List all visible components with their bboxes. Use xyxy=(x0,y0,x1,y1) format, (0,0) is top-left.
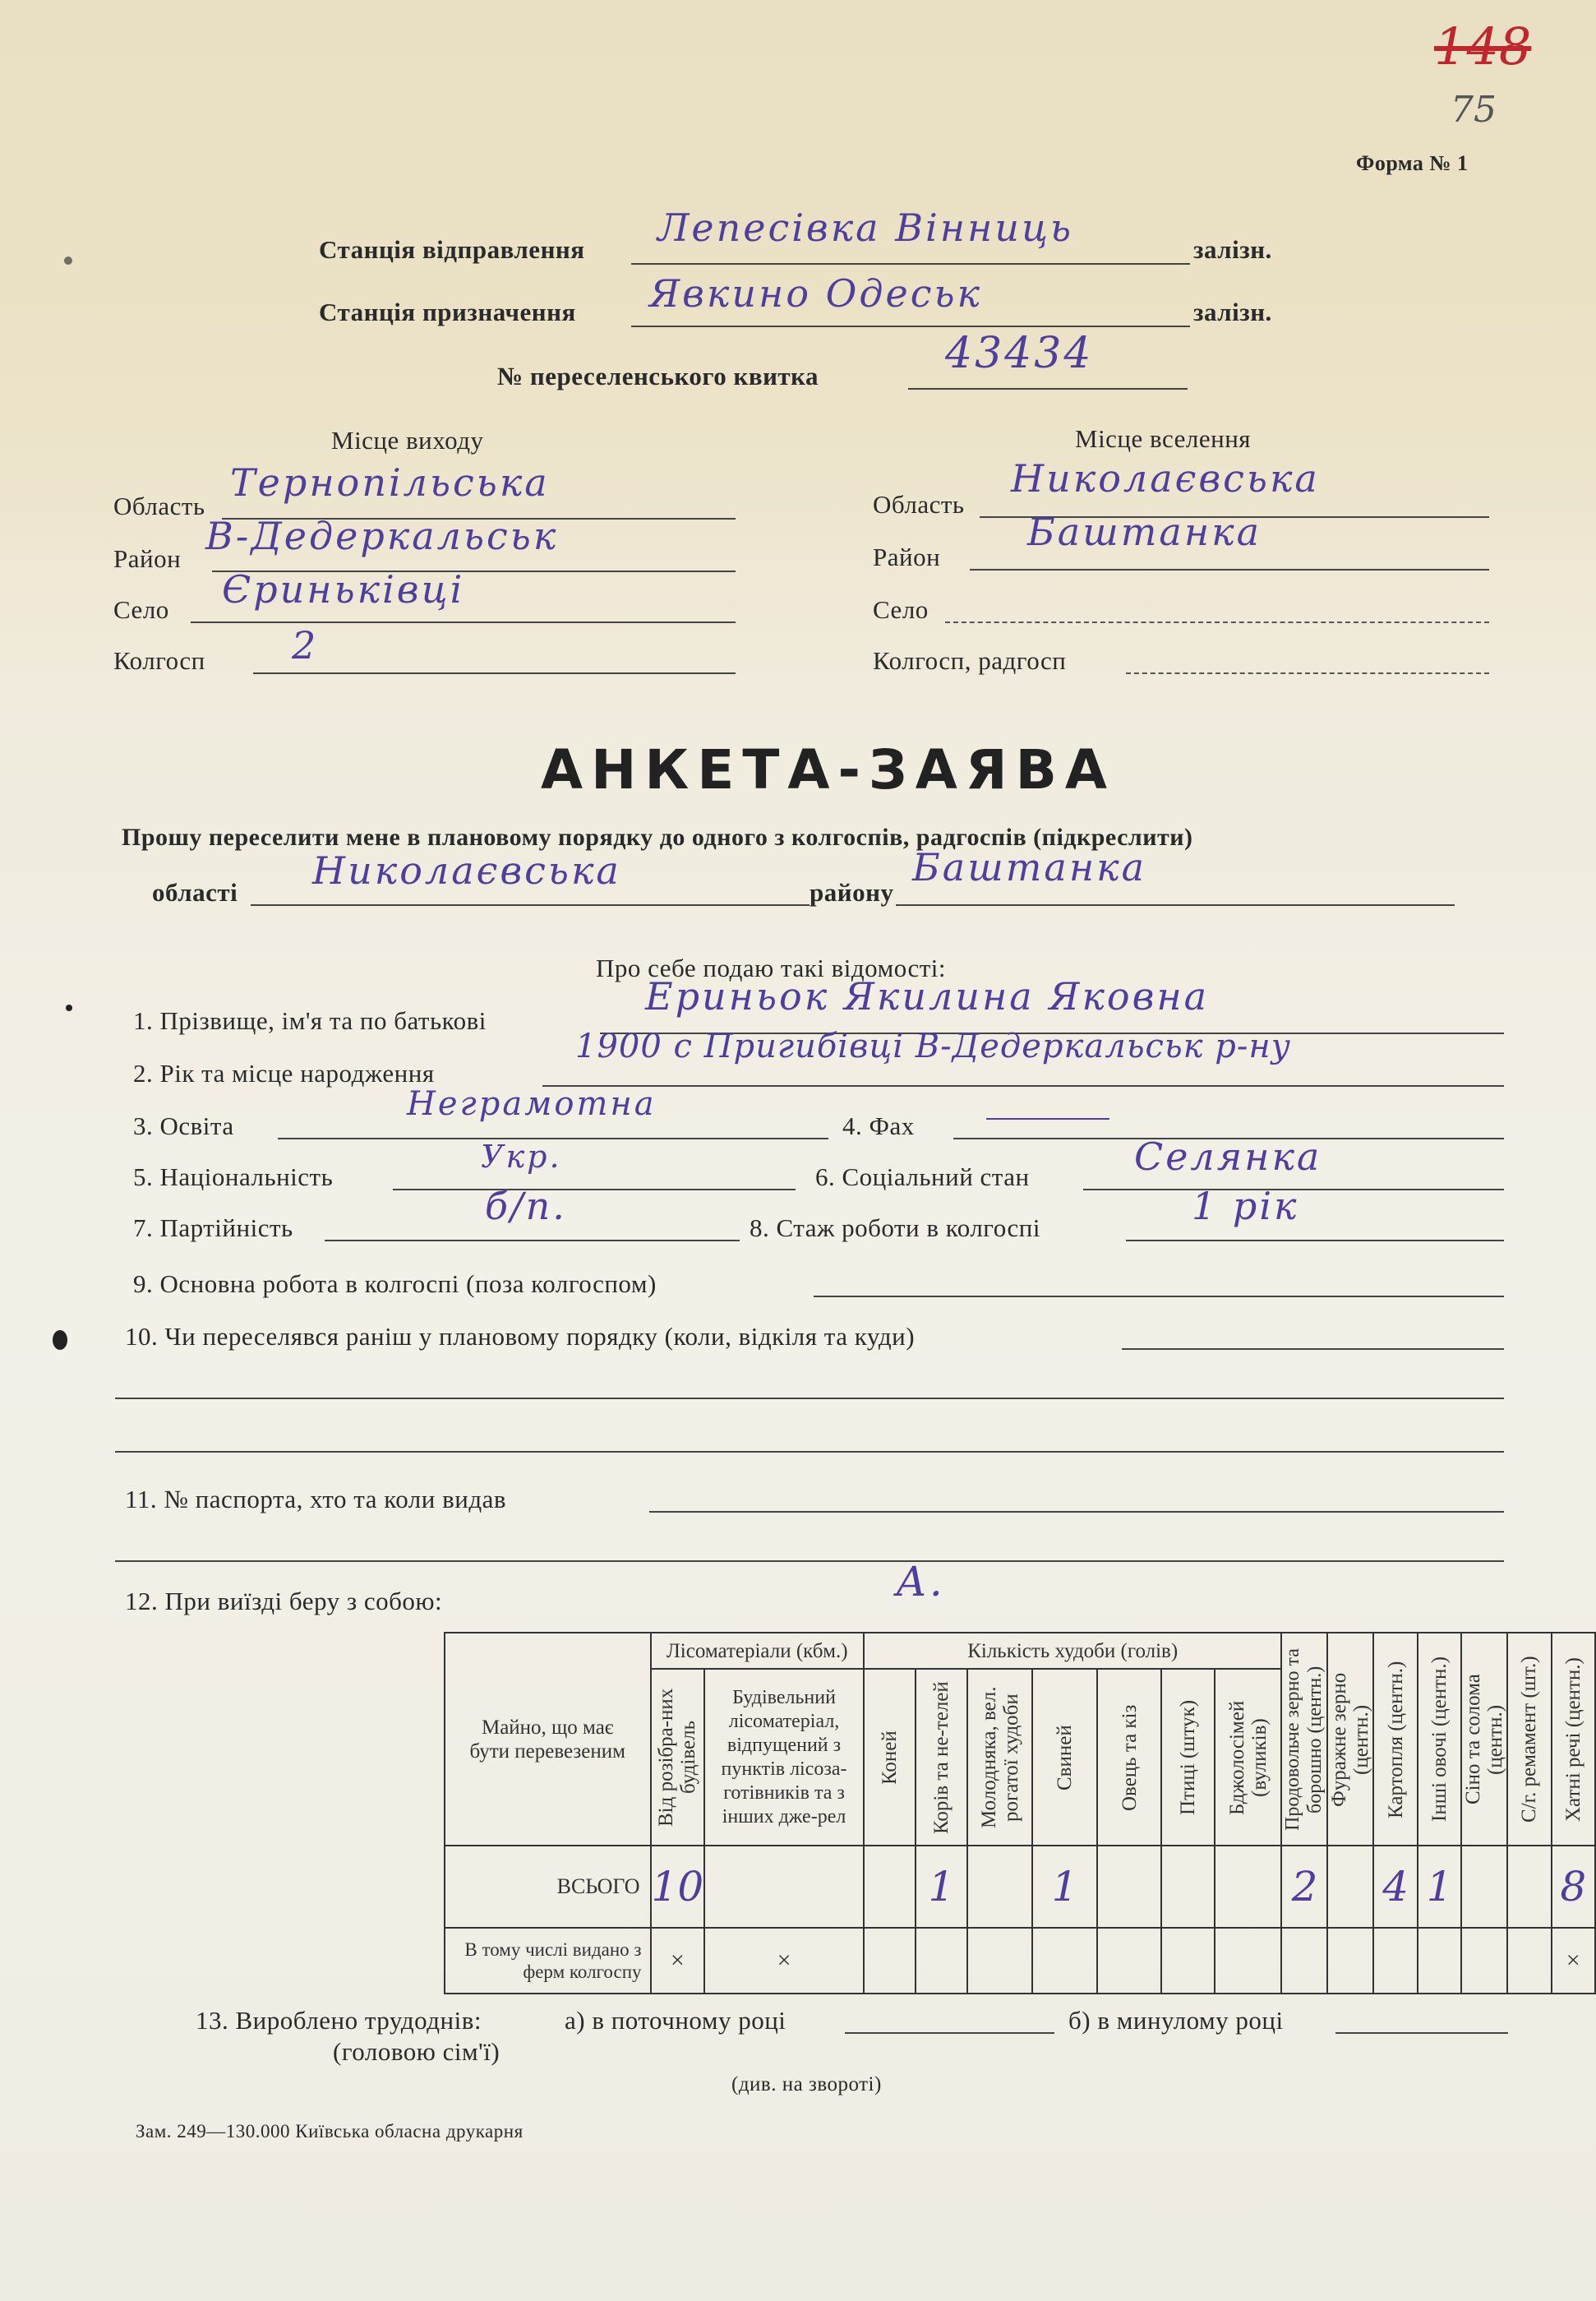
field-2-label: 2. Рік та місце народження xyxy=(133,1059,435,1088)
request-text: Прошу переселити мене в плановому порядку до одного з колгоспів, радгоспів (підкреслити) xyxy=(122,824,1193,851)
row-total-label: ВСЬОГО xyxy=(445,1846,651,1928)
total-9: 2 xyxy=(1291,1863,1318,1911)
col-8: Бджолосімей (вуликів) xyxy=(1215,1669,1281,1846)
field-6-label: 6. Соціальний стан xyxy=(815,1162,1030,1191)
col-1: Будівельний лісоматеріал, відпущений з пунктів лісоза-готівників та з інших дже-рел xyxy=(704,1669,864,1846)
field-1-value: Ериньок Якилина Яковна xyxy=(645,974,1210,1019)
destination-station-suffix: залізн. xyxy=(1193,298,1272,326)
field-6-value: Селянка xyxy=(1134,1134,1322,1179)
col-4: Молодняка, вел. рогатої худоби xyxy=(967,1669,1032,1846)
origin-raion-value: В-Дедеркальськ xyxy=(205,514,559,558)
dest-kolhosp-label: Колгосп, радгосп xyxy=(873,646,1067,675)
archive-number: 75 xyxy=(1451,89,1497,131)
origin-oblast-value: Тернопільська xyxy=(230,460,550,505)
ticket-label: № переселенського квитка xyxy=(497,362,819,390)
dest-raion-value: Баштанка xyxy=(1027,510,1262,554)
info-heading: Про себе подаю такі відомості: xyxy=(596,954,947,982)
dest-raion-label: Район xyxy=(873,543,941,571)
field-11-label: 11. № паспорта, хто та коли видав xyxy=(125,1485,506,1513)
col-5: Свиней xyxy=(1032,1669,1097,1846)
col-13: Сіно та солома (центн.) xyxy=(1461,1633,1507,1846)
field-8-value: 1 рік xyxy=(1192,1184,1299,1228)
workdays-current-label: а) в поточному році xyxy=(565,2006,786,2035)
total-0: 10 xyxy=(651,1863,704,1911)
col-14: С/г. ремамент (шт.) xyxy=(1507,1633,1551,1846)
col-9: Продовольче зерно та борошно (центн.) xyxy=(1281,1633,1327,1846)
request-raion-label: району xyxy=(810,878,894,907)
workdays-previous-label: б) в минулому році xyxy=(1068,2006,1284,2035)
departure-label: Станція відправлення xyxy=(319,235,585,264)
field-10-label: 10. Чи переселявся раніш у плановому порядку (коли, відкіля та куди) xyxy=(125,1322,916,1351)
field-5-label: 5. Національність xyxy=(133,1162,334,1191)
total-3: 1 xyxy=(928,1863,955,1911)
field-7-value: б/п. xyxy=(485,1184,567,1228)
request-raion-value: Баштанка xyxy=(912,845,1147,889)
form-title: АНКЕТА-ЗАЯВА xyxy=(541,738,1116,802)
field-3-value: Неграмотна xyxy=(407,1085,657,1123)
departure-value: Лепесівка Вінниць xyxy=(657,206,1074,250)
col-2: Коней xyxy=(864,1669,916,1846)
departure-suffix: залізн. xyxy=(1193,235,1272,264)
dest-oblast-value: Николаєвська xyxy=(1011,456,1320,501)
col-property: Майно, що має бути перевезеним xyxy=(445,1633,651,1846)
field-5-value: Укр. xyxy=(481,1139,562,1175)
dest-village-label: Село xyxy=(873,595,929,624)
see-back-note: (див. на звороті) xyxy=(731,2073,882,2095)
field-12-label: 12. При виїзді беру з собою: xyxy=(125,1587,443,1615)
col-0: Від розібра-них будівель xyxy=(651,1669,705,1846)
archive-number-crossed: 148 xyxy=(1434,16,1532,76)
farm-0: × xyxy=(670,1947,685,1974)
field-2-value: 1900 с Пригибівці В-Дедеркальськ р-ну xyxy=(575,1028,1291,1065)
total-12: 1 xyxy=(1426,1863,1453,1911)
field-1-label: 1. Прізвище, ім'я та по батькові xyxy=(133,1006,487,1035)
group-cattle: Кількість худоби (голів) xyxy=(864,1633,1282,1669)
origin-village-label: Село xyxy=(113,595,169,624)
origin-kolhosp-label: Колгосп xyxy=(113,646,205,675)
field-4-label: 4. Фах xyxy=(842,1111,915,1140)
col-7: Птиці (штук) xyxy=(1161,1669,1215,1846)
origin-oblast-label: Область xyxy=(113,492,205,520)
group-timber: Лісоматеріали (кбм.) xyxy=(651,1633,864,1669)
col-3: Корів та не-телей xyxy=(916,1669,967,1846)
farm-1: × xyxy=(777,1947,791,1974)
total-15: 8 xyxy=(1560,1863,1587,1911)
request-oblast-value: Николаєвська xyxy=(312,848,621,893)
request-oblast-label: області xyxy=(152,878,238,907)
col-15: Хатні речі (центн.) xyxy=(1552,1633,1596,1846)
property-table xyxy=(444,1632,1596,1994)
ticket-value: 43434 xyxy=(945,329,1094,378)
col-10: Фуражне зерно (центн.) xyxy=(1327,1633,1373,1846)
printer-imprint: Зам. 249—130.000 Київська обласна друкарня xyxy=(136,2121,524,2142)
workdays-label: 13. Вироблено трудоднів: xyxy=(196,2006,482,2035)
origin-heading: Місце виходу xyxy=(331,426,484,455)
dest-oblast-label: Область xyxy=(873,490,965,519)
col-6: Овець та кіз xyxy=(1097,1669,1161,1846)
destination-station-value: Явкино Одеськ xyxy=(649,271,983,316)
origin-raion-label: Район xyxy=(113,544,182,573)
field-8-label: 8. Стаж роботи в колгоспі xyxy=(750,1213,1040,1242)
field-3-label: 3. Освіта xyxy=(133,1111,234,1140)
field-12-mark: А. xyxy=(896,1558,945,1606)
total-11: 4 xyxy=(1382,1863,1409,1911)
form-label: Форма № 1 xyxy=(1356,151,1469,175)
workdays-sublabel: (головою сім'ї) xyxy=(333,2037,500,2066)
destination-station-label: Станція призначення xyxy=(319,298,576,326)
field-7-label: 7. Партійність xyxy=(133,1213,293,1242)
origin-kolhosp-value: 2 xyxy=(292,623,319,668)
settlement-heading: Місце вселення xyxy=(1075,424,1252,453)
col-11: Картопля (центн.) xyxy=(1373,1633,1417,1846)
farm-15: × xyxy=(1566,1947,1580,1974)
total-5: 1 xyxy=(1051,1863,1078,1911)
row-farm-label: В тому числі видано з ферм колгоспу xyxy=(445,1928,651,1994)
field-9-label: 9. Основна робота в колгоспі (поза колгоспом) xyxy=(133,1269,657,1298)
col-12: Інші овочі (центн.) xyxy=(1418,1633,1461,1846)
origin-village-value: Єриньківці xyxy=(222,567,465,612)
